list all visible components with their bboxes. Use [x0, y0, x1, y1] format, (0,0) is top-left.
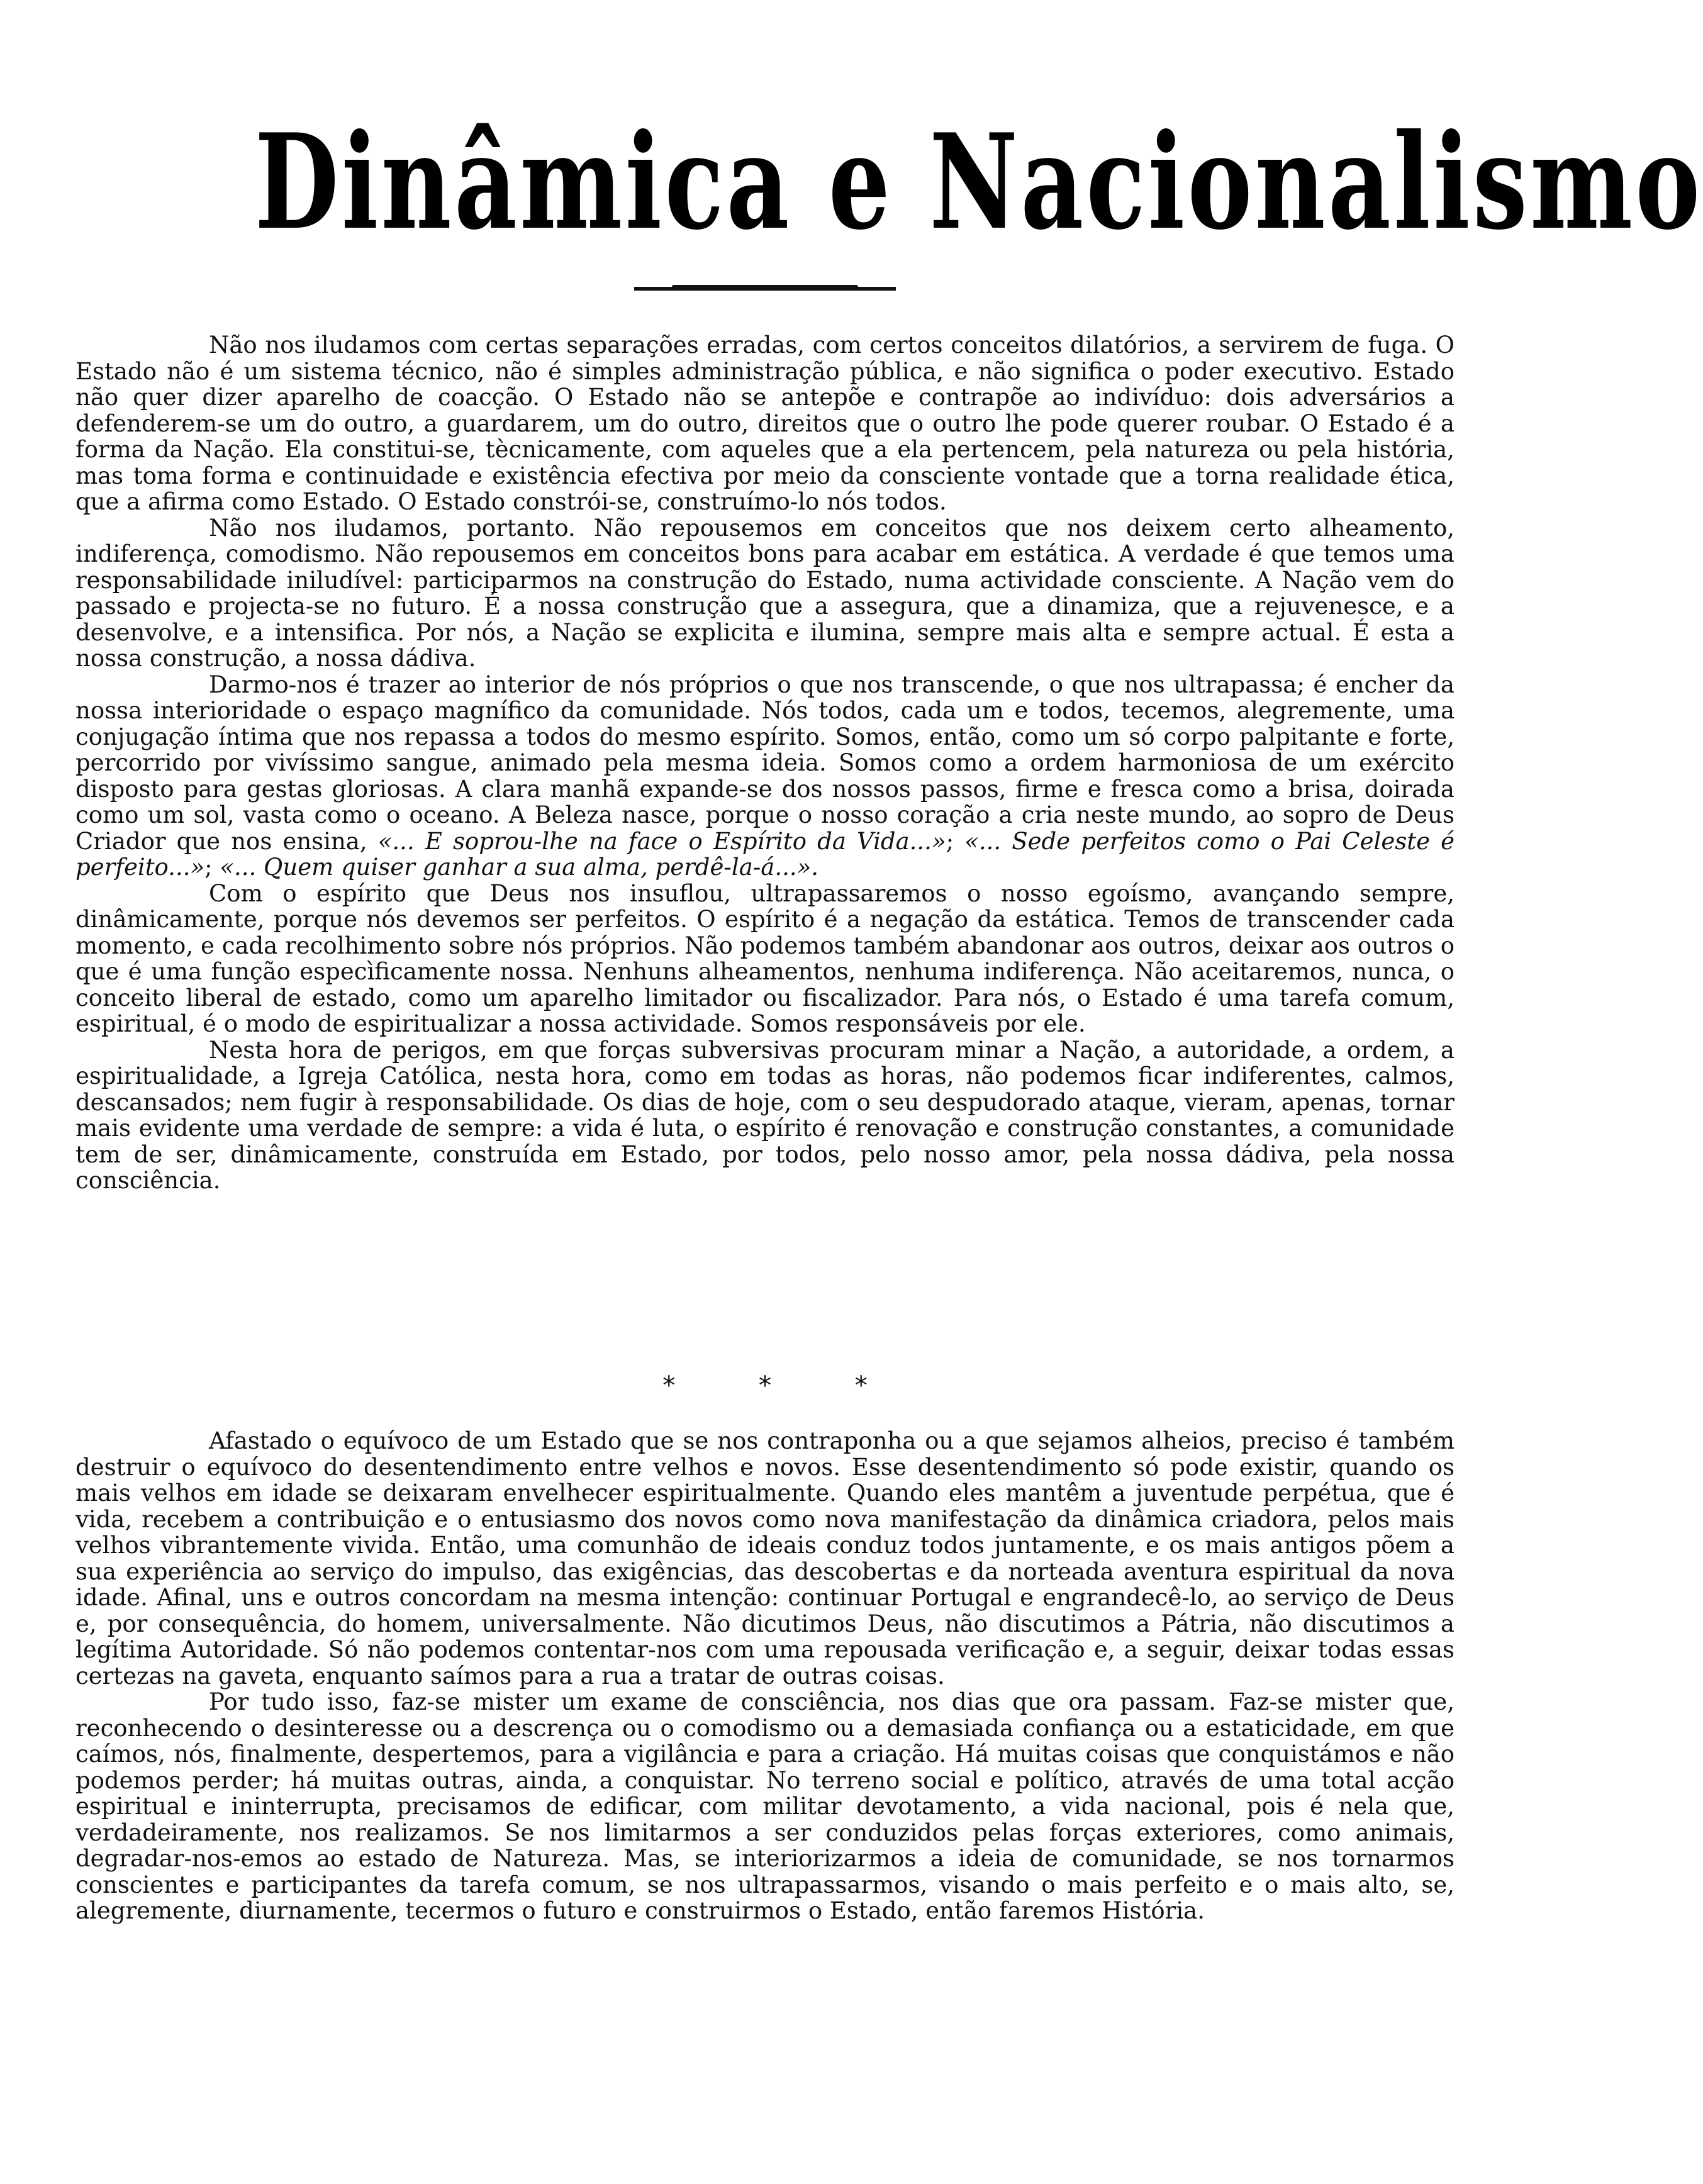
quote-separator-1: ;	[946, 827, 965, 855]
article-title: Dinâmica e Nacionalismo	[254, 106, 1703, 259]
paragraph-1: Não nos iludamos com certas separações erradas, com certos conceitos dilatórios, a servirem de fuga. O Estado não é um sistema técnico, não é simples administração pública, e não significa o poder executivo. Estado não quer dizer aparelho de coacção. O Estado não se antepõe e contrapõe ao indivíduo: dois adversários a defenderem-se um do outro, a guardarem, um do outro, direitos que o outro lhe pode querer roubar. O Estado é a forma da Nação. Ela constitui-se, tècnicamente, com aqueles que a ela pertencem, pela natureza ou pela história, mas toma forma e continuidade e existência efectiva por meio da consciente vontade que a torna realidade ética, que a afirma como Estado. O Estado constrói-se, construímo-lo nós todos.	[75, 332, 1455, 515]
paragraph-3	[75, 672, 1455, 881]
title-divider	[634, 287, 896, 291]
quote-separator-2: ;	[204, 854, 220, 881]
quote-3: «... Quem quiser ganhar a sua alma, perdê-la-á...».	[220, 854, 819, 881]
paragraph-6: Afastado o equívoco de um Estado que se nos contraponha ou a que sejamos alheios, preciso é também destruir o equívoco do desentendimento entre velhos e novos. Esse desentendimento só pode existir, quando os mais velhos em idade se deixaram envelhecer espiritualmente. Quando eles mantêm a juventude perpétua, que é vida, recebem a contribuição e o entusiasmo dos novos como nova manifestação da dinâmica criadora, pelos mais velhos vibrantemente vivida. Então, uma comunhão de ideais conduz todos juntamente, e os mais antigos põem a sua experiência ao serviço do impulso, das exigências, das descobertas e da norteada aventura espiritual da nova idade. Afinal, uns e outros concordam na mesma intenção: continuar Portugal e engrandecê-lo, ao serviço de Deus e, por consequência, do homem, universalmente. Não dicutimos Deus, não discutimos a Pátria, não discutimos a legítima Autoridade. Só não podemos contentar-nos com uma repousada verificação e, a seguir, deixar todas essas certezas na gaveta, enquanto saímos para a rua a tratar de outras coisas.	[75, 1427, 1455, 1690]
paragraph-5: Nesta hora de perigos, em que forças subversivas procuram minar a Nação, a autoridade, a ordem, a espiritualidade, a Igreja Católica, nesta hora, como em todas as horas, não podemos ficar indiferentes, calmos, descansados; nem fugir à responsabilidade. Os dias de hoje, com o seu despudorado ataque, vieram, apenas, tornar mais evidente uma verdade de sempre: a vida é luta, o espírito é renovação e construção constantes, a comunidade tem de ser, dinâmicamente, construída em Estado, por todos, pelo nosso amor, pela nossa dádiva, pela nossa consciência.	[75, 1036, 1455, 1194]
paragraph-2: Não nos iludamos, portanto. Não repousemos em conceitos que nos deixem certo alheamento, indiferença, comodismo. Não repousemos em conceitos bons para acabar em estática. A verdade é que temos uma responsabilidade iniludível: participarmos na construção do Estado, numa actividade consciente. A Nação vem do passado e projecta-se no futuro. É a nossa construção que a assegura, que a dinamiza, que a rejuvenesce, e a desenvolve, e a intensifica. Por nós, a Nação se explicita e ilumina, sempre mais alta e sempre actual. É esta a nossa construção, a nossa dádiva.	[75, 514, 1455, 672]
article-section-1	[75, 332, 1455, 1194]
paragraph-3-text: Darmo-nos é trazer ao interior de nós próprios o que nos transcende, o que nos ultrapassa; é encher da nossa interioridade o espaço magnífico da comunidade. Nós todos, cada um e todos, tecemos, alegremente, uma conjugação íntima que nos repassa a todos do mesmo espírito. Somos, então, como um só corpo palpitante e forte, percorrido por vivíssimo sangue, animado pela mesma ideia. Somos como a ordem harmoniosa de um exército disposto para gestas gloriosas. A clara manhã expande-se dos nossos passos, firme e fresca como a brisa, doirada como um sol, vasta como o oceano. A Beleza nasce, porque o nosso coração a cria neste mundo, ao sopro de Deus Criador que nos ensina,	[75, 671, 1455, 855]
section-separator: * * *	[662, 1371, 905, 1400]
paragraph-4: Com o espírito que Deus nos insuflou, ultrapassaremos o nosso egoísmo, avançando sempre, dinâmicamente, porque nós devemos ser perfeitos. O espírito é a negação da estática. Temos de transcender cada momento, e cada recolhimento sobre nós próprios. Não podemos também abandonar aos outros, deixar aos outros o que é uma função especìficamente nossa. Nenhuns alheamentos, nenhuma indiferença. Não aceitaremos, nunca, o conceito liberal de estado, como um aparelho limitador ou fiscalizador. Para nós, o Estado é uma tarefa comum, espiritual, é o modo de espiritualizar a nossa actividade. Somos responsáveis por ele.	[75, 879, 1455, 1037]
quote-2: «... Sede perfeitos como o Pai Celeste é perfeito...»	[75, 827, 1455, 881]
quote-1: «... E soprou-lhe na face o Espírito da Vida...»	[377, 827, 946, 855]
article-section-2	[75, 1428, 1455, 1924]
paragraph-7: Por tudo isso, faz-se mister um exame de consciência, nos dias que ora passam. Faz-se mister que, reconhecendo o desinteresse ou a descrença ou o comodismo ou a demasiada confiança ou a estaticidade, em que caímos, nós, finalmente, despertemos, para a vigilância e para a criação. Há muitas coisas que conquistámos e não podemos perder; há muitas outras, ainda, a conquistar. No terreno social e político, através de uma total acção espiritual e ininterrupta, precisamos de edificar, com militar devotamento, a vida nacional, pois é nela que, verdadeiramente, nos realizamos. Se nos limitarmos a ser conduzidos pelas forças exteriores, como animais, degradar-nos-emos ao estado de Natureza. Mas, se interiorizarmos a ideia de comunidade, se nos tornarmos conscientes e participantes da tarefa comum, se nos ultrapassarmos, visando o mais perfeito e o mais alto, se, alegremente, diurnamente, tecermos o futuro e construirmos o Estado, então faremos História.	[75, 1688, 1455, 1924]
